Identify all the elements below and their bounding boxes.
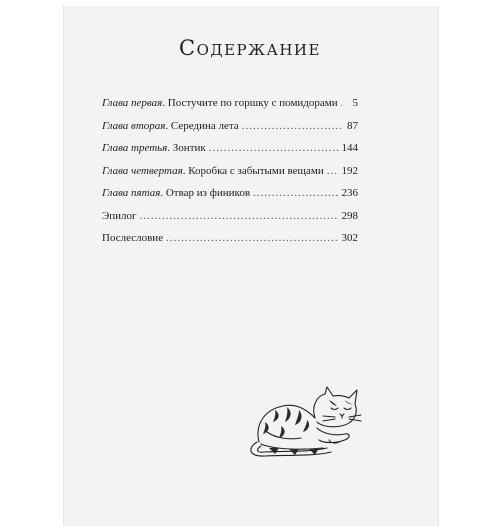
toc-entry-label: Глава четвертая. Коробка с забытыми вещами xyxy=(102,164,324,177)
chapter-number: Глава вторая xyxy=(102,119,166,132)
dot-leader xyxy=(253,187,338,199)
toc-entry[interactable] xyxy=(102,187,358,210)
page-number: 298 xyxy=(341,209,358,222)
chapter-number: Глава третья xyxy=(102,142,168,154)
page-number: 302 xyxy=(341,232,358,244)
toc-entry[interactable] xyxy=(102,97,358,120)
chapter-title: Зонтик xyxy=(172,142,206,154)
toc-entry-label: Глава третья. Зонтик xyxy=(102,142,206,154)
page-number: 192 xyxy=(341,164,358,177)
toc-entry[interactable] xyxy=(102,210,358,233)
dot-leader xyxy=(327,165,339,177)
chapter-number: Глава пятая xyxy=(102,187,161,199)
dot-leader xyxy=(209,142,339,154)
toc-entry-label: Глава вторая. Середина лета xyxy=(102,119,239,132)
page-number: 87 xyxy=(347,119,358,132)
toc-entry[interactable] xyxy=(102,120,358,143)
chapter-title: Постучите по горшку с помидорами xyxy=(167,97,338,109)
toc-entry[interactable] xyxy=(102,165,358,188)
dot-leader xyxy=(242,120,341,132)
chapter-number: Глава четвертая xyxy=(102,164,183,177)
table-of-contents xyxy=(102,97,358,255)
toc-entry[interactable] xyxy=(102,232,358,255)
chapter-title: Отвар из фиников xyxy=(165,187,251,199)
chapter-title: Коробка с забытыми вещами xyxy=(188,164,324,177)
toc-entry-label: Послесловие xyxy=(102,232,164,244)
toc-entry[interactable] xyxy=(102,142,358,165)
page-number: 144 xyxy=(341,142,358,154)
dot-leader xyxy=(140,210,339,222)
sleeping-cat-illustration xyxy=(245,386,363,460)
chapter-title: Середина лета xyxy=(170,119,239,132)
page-number: 5 xyxy=(352,97,358,109)
page-title: Содержание xyxy=(179,36,321,60)
toc-entry-label: Эпилог xyxy=(102,209,137,222)
toc-entry-label: Глава пятая. Отвар из фиников xyxy=(102,187,251,199)
toc-entry-label: Глава первая. Постучите по горшку с помидорами xyxy=(102,97,338,109)
chapter-number: Глава первая xyxy=(102,97,163,109)
dot-leader xyxy=(166,232,338,244)
page-number: 236 xyxy=(341,187,358,199)
